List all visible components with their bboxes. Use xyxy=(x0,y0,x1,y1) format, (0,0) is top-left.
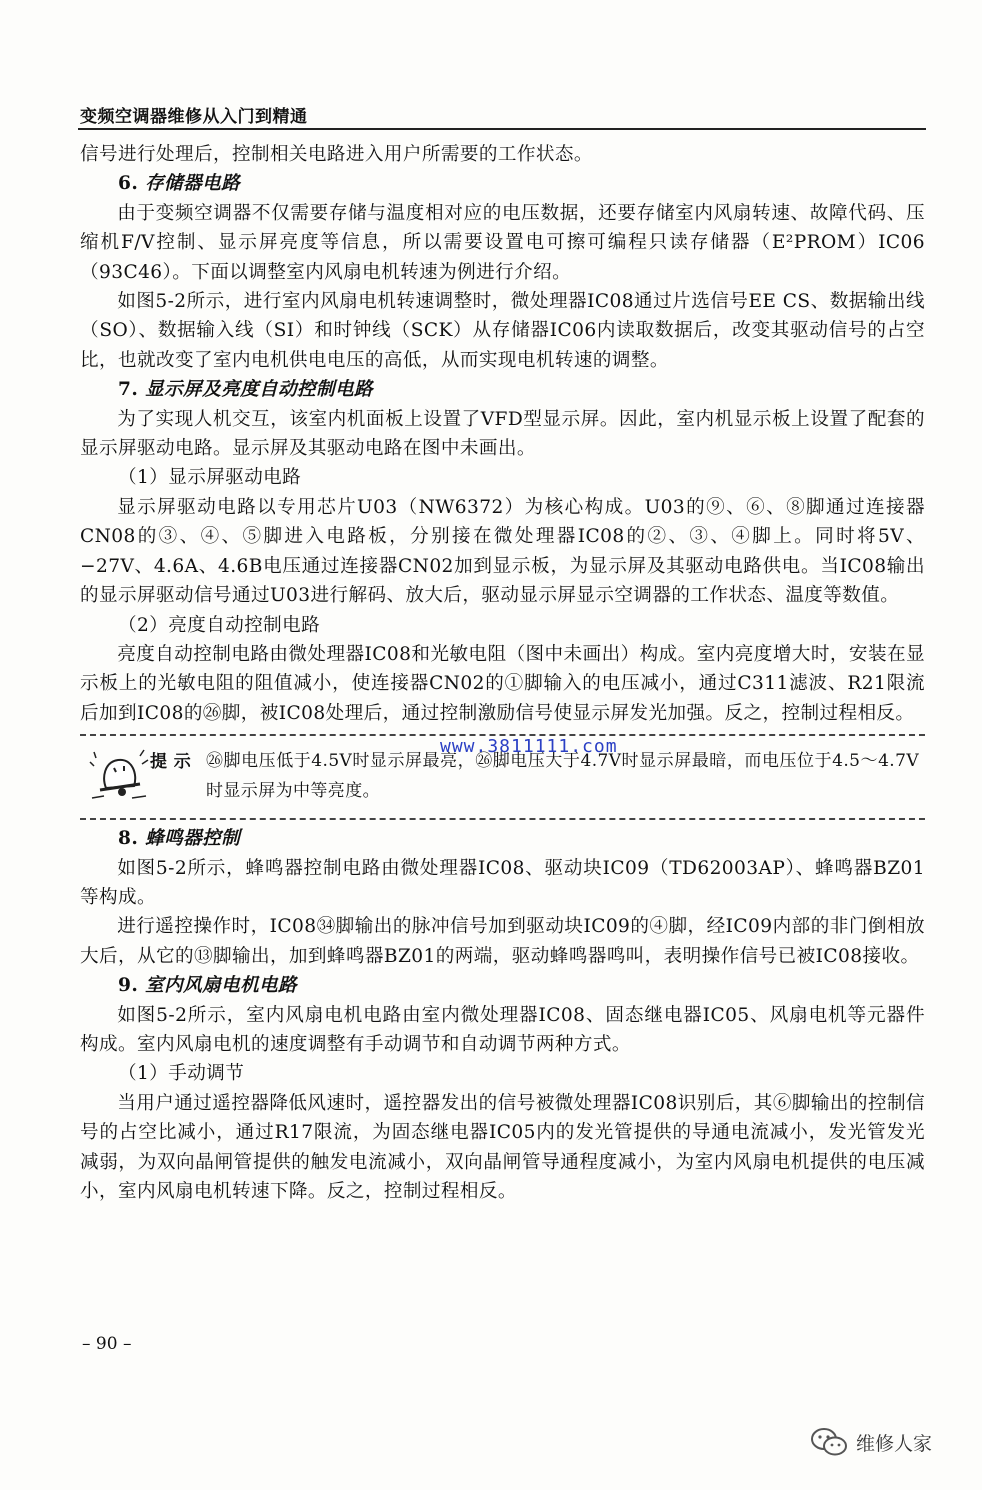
paragraph: 如图5-2所示，进行室内风扇电机转速调整时，微处理器IC08通过片选信号EE CS、数据输出线（SO）、数据输入线（SI）和时钟线（SCK）从存储器IC06内读取数据后，改变其驱动信号的占空比，也就改变了室内电机供电电压的高低，从而实现电机转速的调整。 xyxy=(80,291,925,371)
wechat-icon xyxy=(810,1427,848,1457)
running-header: 变频空调器维修从入门到精通 xyxy=(80,107,308,127)
section-heading-6 xyxy=(80,169,925,198)
footer-brand xyxy=(810,1427,932,1457)
page-number: – 90 – xyxy=(82,1334,132,1354)
watermark-url: www.3811111.com xyxy=(440,736,618,757)
tip-label: 提 示 xyxy=(150,752,192,773)
section-number: 9. xyxy=(118,975,139,997)
section-number: 8. xyxy=(118,828,139,850)
paragraph: 为了实现人机交互，该室内机面板上设置了VFD型显示屏。因此，室内机显示板上设置了配套的显示屏驱动电路。显示屏及其驱动电路在图中未画出。 xyxy=(80,408,925,460)
bell-icon xyxy=(88,748,150,804)
paragraph: 亮度自动控制电路由微处理器IC08和光敏电阻（图中未画出）构成。室内亮度增大时，安装在显示板上的光敏电阻的阻值减小，使连接器CN02的①脚输入的电压减小，通过C311滤波、R21限流后加到IC08的㉖脚，被IC08处理后，通过控制激励信号使显示屏发光加强。反之，控制过程相反。 xyxy=(80,643,925,724)
page-body xyxy=(80,140,925,1206)
paragraph: 如图5-2所示，室内风扇电机电路由室内微处理器IC08、固态继电器IC05、风扇电机等元器件构成。室内风扇电机的速度调整有手动调节和自动调节两种方式。 xyxy=(80,1004,925,1055)
paragraph: 进行遥控操作时，IC08㉞脚输出的脉冲信号加到驱动块IC09的④脚，经IC09内部的非门倒相放大后，从它的⑬脚输出，加到蜂鸣器BZ01的两端，驱动蜂鸣器鸣叫，表明操作信号已被IC08接收。 xyxy=(80,916,925,967)
tip-text: ㉖脚电压低于4.5V时显示屏最亮，㉖脚电压大于4.7V时显示屏最暗，而电压位于4.5～4.7V时显示屏为中等亮度。 xyxy=(206,751,919,802)
section-heading-8 xyxy=(80,824,925,853)
section-number: 6. xyxy=(118,173,139,195)
section-title: 存储器电路 xyxy=(145,173,241,195)
brand-name: 维修人家 xyxy=(856,1432,933,1455)
section-heading-9 xyxy=(80,971,925,1000)
section-title: 显示屏及亮度自动控制电路 xyxy=(145,379,374,401)
subsection-heading: （1）显示屏驱动电路 xyxy=(118,467,302,489)
section-title: 室内风扇电机电路 xyxy=(145,975,298,997)
paragraph: 信号进行处理后，控制相关电路进入用户所需要的工作状态。 xyxy=(80,144,593,165)
subsection-heading: （1）手动调节 xyxy=(118,1063,245,1085)
paragraph: 显示屏驱动电路以专用芯片U03（NW6372）为核心构成。U03的⑨、⑥、⑧脚通过连接器CN08的③、④、⑤脚进入电路板，分别接在微处理器IC08的②、③、④脚上。同时将5V、−27V、4.6A、4.6B电压通过连接器CN02加到显示板，为显示屏及其驱动电路供电。当IC08输出的显示屏驱动信号通过U03进行解码、放大后，驱动显示屏显示空调器的工作状态、温度等数值。 xyxy=(80,496,925,607)
section-heading-7 xyxy=(80,375,925,404)
paragraph: 由于变频空调器不仅需要存储与温度相对应的电压数据，还要存储室内风扇转速、故障代码、压缩机F/V控制、显示屏亮度等信息，所以需要设置电可擦可编程只读存储器（E²PROM）IC06（93C46）。下面以调整室内风扇电机转速为例进行介绍。 xyxy=(80,202,925,283)
paragraph: 当用户通过遥控器降低风速时，遥控器发出的信号被微处理器IC08识别后，其⑥脚输出的控制信号的占空比减小，通过R17限流，为固态继电器IC05内的发光管提供的导通电流减小，发光管发光减弱，为双向晶闸管提供的触发电流减小，双向晶闸管导通程度减小，为室内风扇电机提供的电压减小，室内风扇电机转速下降。反之，控制过程相反。 xyxy=(80,1092,925,1202)
header-rule xyxy=(78,128,926,130)
section-number: 7. xyxy=(118,379,139,401)
subsection-heading: （2）亮度自动控制电路 xyxy=(118,614,321,636)
paragraph: 如图5-2所示，蜂鸣器控制电路由微处理器IC08、驱动块IC09（TD62003AP）、蜂鸣器BZ01等构成。 xyxy=(80,857,925,908)
section-title: 蜂鸣器控制 xyxy=(145,828,241,850)
